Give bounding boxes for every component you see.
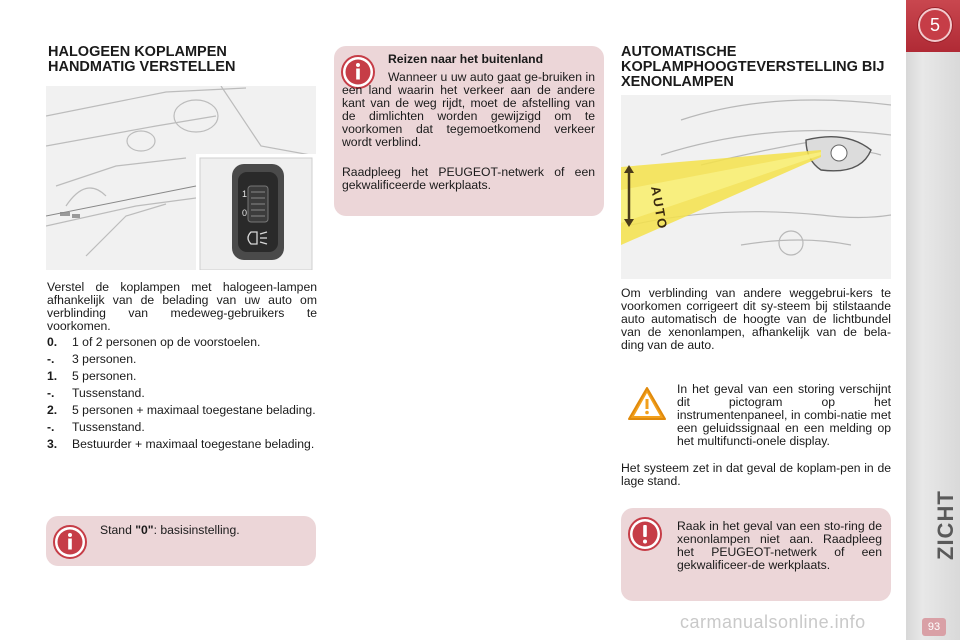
list-item: -. Tussenstand. — [47, 420, 145, 434]
xenon-alert-text: Raak in het geval van een sto-ring de xenonlampen niet aan. Raadpleeg het PEUGEOT-netwerk of een gekwalificeer-de werkplaats. — [677, 519, 882, 572]
list-item: 0. 1 of 2 personen op de voorstoelen. — [47, 335, 261, 349]
knob-label-1: 1 — [242, 189, 248, 199]
xenon-alert-note — [621, 508, 891, 601]
xenon-para2: Het systeem zet in dat geval de koplam-pen in de lage stand. — [621, 461, 891, 488]
info-icon — [52, 524, 88, 560]
auto-label: AUTO — [648, 184, 671, 232]
xenon-heading: AUTOMATISCHE KOPLAMPHOOGTEVERSTELLING BIJ XENONLAMPEN — [621, 44, 885, 90]
knob-label-0: 0 — [242, 208, 248, 218]
basic-setting-note — [46, 516, 316, 566]
halogen-intro: Verstel de koplampen met halogeen-lampen afhankelijk van de belading van uw auto om verblinding van medeweg-gebruikers te voorkomen. — [47, 280, 317, 333]
list-item: 3. Bestuurder + maximaal toegestane belading. — [47, 437, 315, 451]
list-item: -. 3 personen. — [47, 352, 137, 366]
travel-abroad-title: Reizen naar het buitenland — [388, 52, 544, 66]
list-item: 1. 5 personen. — [47, 369, 137, 383]
list-item: 2. 5 personen + maximaal toegestane belading. — [47, 403, 316, 417]
watermark: carmanualsonline.info — [680, 612, 866, 632]
xenon-headlamp-photo — [621, 95, 891, 279]
alert-icon — [627, 516, 663, 552]
warning-text: In het geval van een storing verschijnt dit pictogram op het instrumentenpaneel, in combi-natie met een geluidssignaal en een melding op het multifuncti-onele display. — [677, 382, 891, 448]
halogen-heading: HALOGEEN KOPLAMPEN HANDMATIG VERSTELLEN — [48, 44, 236, 75]
travel-abroad-note — [334, 46, 604, 216]
chapter-title: ZICHT — [933, 490, 958, 560]
load-position-list — [47, 336, 317, 455]
dashboard-knob-photo — [46, 86, 316, 270]
travel-abroad-para1: Wanneer u uw auto gaat ge-bruiken in een land waarin het verkeer aan de andere kant van de weg rijdt, moet de afstelling van de dimlichten worden gewijzigd om te voorkomen dat tegemoetkomend verkeer wordt verblind. — [342, 70, 595, 149]
chapter-number: 5 — [918, 8, 952, 42]
travel-abroad-para2: Raadpleeg het PEUGEOT-netwerk of een gekwalificeerde werkplaats. — [342, 165, 595, 192]
basic-setting-text: Stand "0": basisinstelling. — [100, 523, 240, 537]
page-number: 93 — [922, 618, 946, 636]
xenon-para1: Om verblinding van andere weggebrui-kers te voorkomen corrigeert dit sy-steem bij stilstaande auto automatisch de hoogte van de lichtbundel van de xenonlampen, afhankelijk van de bela-ding van de auto. — [621, 286, 891, 352]
warning-icon — [627, 386, 667, 422]
list-item: -. Tussenstand. — [47, 386, 145, 400]
